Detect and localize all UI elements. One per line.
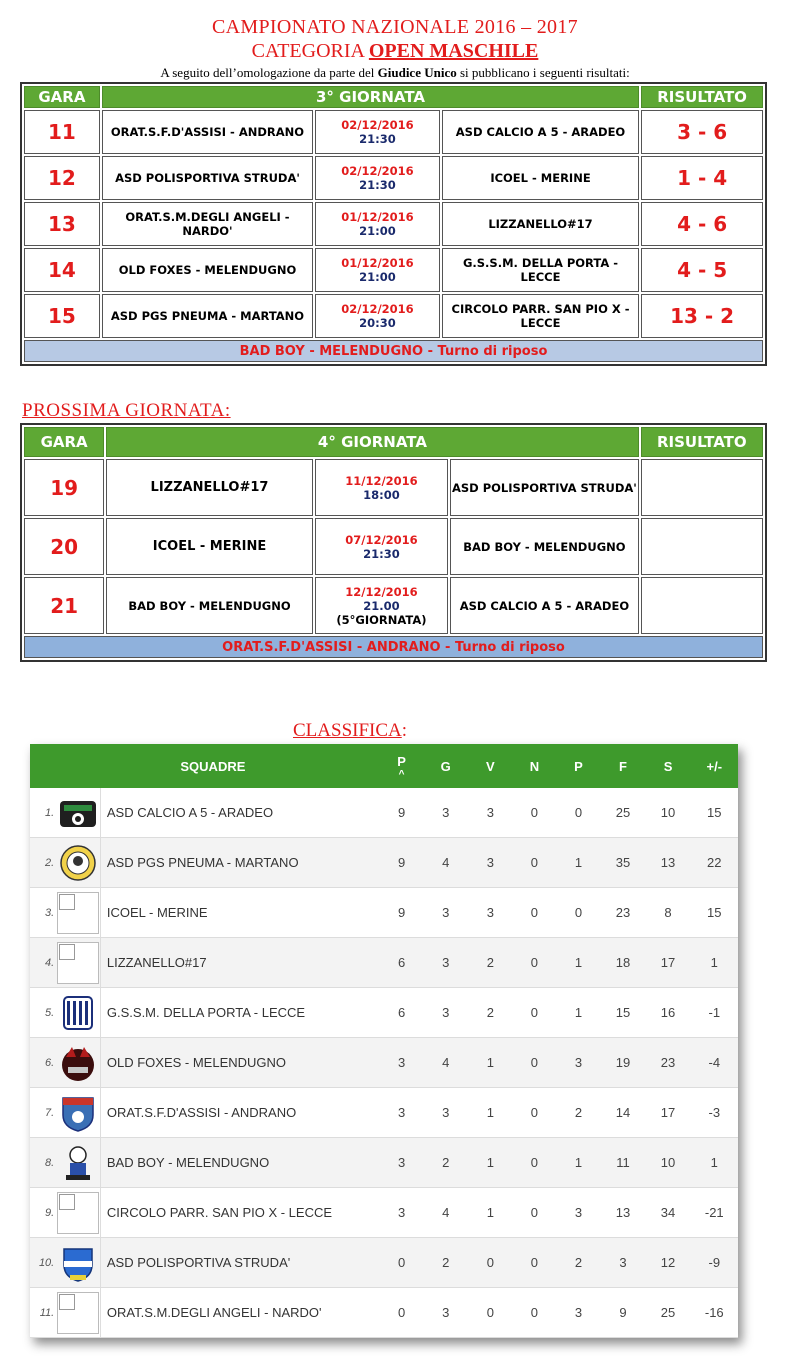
stat-points: 3 — [380, 1138, 423, 1188]
col-round: 3° GIORNATA — [102, 86, 639, 108]
stat-drawn: 0 — [512, 1088, 556, 1138]
stat-goals-for: 19 — [601, 1038, 646, 1088]
stat-won: 3 — [468, 838, 512, 888]
aradeo-logo-icon — [58, 793, 98, 833]
category-title — [0, 40, 790, 63]
rank: 3. — [30, 888, 56, 938]
match-row — [24, 294, 763, 338]
match-score: 1 - 4 — [641, 156, 763, 200]
col-pareggiate[interactable]: N — [512, 744, 556, 788]
championship-title: CAMPIONATO NAZIONALE 2016 – 2017 — [212, 16, 578, 38]
match-date: 02/12/2016 — [341, 302, 414, 316]
stat-goals-for: 23 — [601, 888, 646, 938]
stat-played: 4 — [423, 838, 468, 888]
home-team: ORAT.S.F.D'ASSISI - ANDRANO — [102, 110, 313, 154]
stat-points: 9 — [380, 888, 423, 938]
away-team: ASD CALCIO A 5 - ARADEO — [450, 577, 639, 634]
stat-goal-diff: -4 — [691, 1038, 738, 1088]
away-team: LIZZANELLO#17 — [442, 202, 639, 246]
team-name[interactable]: LIZZANELLO#17 — [100, 938, 380, 988]
standings-row — [30, 1038, 738, 1088]
match-number: 19 — [24, 459, 104, 516]
stat-goals-for: 25 — [601, 788, 646, 838]
match-row — [24, 156, 763, 200]
rest-row — [24, 636, 763, 658]
col-empty — [30, 744, 100, 788]
team-name[interactable]: G.S.S.M. DELLA PORTA - LECCE — [100, 988, 380, 1038]
match-time: 21.00 — [363, 598, 400, 613]
stat-goal-diff: 22 — [691, 838, 738, 888]
stat-lost: 3 — [556, 1288, 600, 1338]
stat-points: 9 — [380, 788, 423, 838]
stat-goal-diff: -3 — [691, 1088, 738, 1138]
stat-goals-against: 34 — [646, 1188, 691, 1238]
match-score: 3 - 6 — [641, 110, 763, 154]
stat-played: 3 — [423, 1088, 468, 1138]
stat-goals-against: 17 — [646, 938, 691, 988]
match-note: (5°GIORNATA) — [336, 612, 427, 627]
match-datetime — [315, 459, 448, 516]
match-number: 21 — [24, 577, 104, 634]
match-datetime — [315, 110, 440, 154]
rest-label: - Turno di riposo — [440, 639, 565, 655]
col-punti[interactable] — [380, 744, 423, 788]
stat-goal-diff: -16 — [691, 1288, 738, 1338]
standings-table — [30, 744, 738, 1338]
intro-text — [0, 65, 790, 81]
col-squadre[interactable]: SQUADRE — [100, 744, 380, 788]
stat-goals-against: 10 — [646, 788, 691, 838]
stat-lost: 3 — [556, 1038, 600, 1088]
team-logo-cell — [56, 888, 100, 938]
match-number: 11 — [24, 110, 100, 154]
match-row — [24, 248, 763, 292]
home-team: ASD PGS PNEUMA - MARTANO — [102, 294, 313, 338]
col-result: RISULTATO — [641, 427, 763, 457]
stat-goal-diff: -9 — [691, 1238, 738, 1288]
stat-goal-diff: -21 — [691, 1188, 738, 1238]
match-time: 20:30 — [359, 316, 396, 330]
stat-goals-for: 18 — [601, 938, 646, 988]
stat-points: 0 — [380, 1288, 423, 1338]
rest-row — [24, 340, 763, 362]
category-name: OPEN MASCHILE — [368, 40, 539, 62]
stat-won: 0 — [468, 1288, 512, 1338]
match-date: 01/12/2016 — [341, 210, 414, 224]
pneuma-logo-icon — [58, 843, 98, 883]
stat-points: 0 — [380, 1238, 423, 1288]
team-name[interactable]: BAD BOY - MELENDUGNO — [100, 1138, 380, 1188]
team-name[interactable]: ASD PGS PNEUMA - MARTANO — [100, 838, 380, 888]
standings-row — [30, 1238, 738, 1288]
stat-lost: 3 — [556, 1188, 600, 1238]
stat-drawn: 0 — [512, 1188, 556, 1238]
match-number: 14 — [24, 248, 100, 292]
stat-played: 2 — [423, 1238, 468, 1288]
away-team: ICOEL - MERINE — [442, 156, 639, 200]
stat-won: 2 — [468, 988, 512, 1038]
stat-goals-for: 13 — [601, 1188, 646, 1238]
placeholder-logo-icon — [57, 1192, 99, 1234]
stat-played: 4 — [423, 1188, 468, 1238]
stat-drawn: 0 — [512, 938, 556, 988]
away-team: CIRCOLO PARR. SAN PIO X - LECCE — [442, 294, 639, 338]
stat-goals-against: 23 — [646, 1038, 691, 1088]
stat-lost: 2 — [556, 1238, 600, 1288]
rest-team: ORAT.S.F.D'ASSISI - ANDRANO — [222, 639, 441, 655]
match-datetime — [315, 518, 448, 575]
stat-drawn: 0 — [512, 1238, 556, 1288]
rank: 1. — [30, 788, 56, 838]
stat-goals-for: 14 — [601, 1088, 646, 1138]
sort-asc-icon: ^ — [398, 768, 405, 780]
match-score — [641, 459, 763, 516]
match-time: 21:30 — [363, 546, 400, 561]
match-datetime — [315, 294, 440, 338]
home-team: BAD BOY - MELENDUGNO — [106, 577, 313, 634]
stat-goal-diff: -1 — [691, 988, 738, 1038]
match-date: 02/12/2016 — [341, 164, 414, 178]
rest-label: - Turno di riposo — [423, 343, 548, 359]
stat-lost: 0 — [556, 888, 600, 938]
team-name[interactable]: CIRCOLO PARR. SAN PIO X - LECCE — [100, 1188, 380, 1238]
stat-played: 3 — [423, 788, 468, 838]
team-logo-cell — [56, 1238, 100, 1288]
col-result: RISULTATO — [641, 86, 763, 108]
stat-goal-diff: 1 — [691, 938, 738, 988]
match-date: 11/12/2016 — [345, 473, 418, 488]
away-team: BAD BOY - MELENDUGNO — [450, 518, 639, 575]
stat-lost: 2 — [556, 1088, 600, 1138]
col-gara: GARA — [24, 86, 100, 108]
match-number: 20 — [24, 518, 104, 575]
stat-goal-diff: 15 — [691, 888, 738, 938]
struda-logo-icon — [58, 1243, 98, 1283]
stat-won: 3 — [468, 888, 512, 938]
rank: 5. — [30, 988, 56, 1038]
match-time: 21:30 — [359, 132, 396, 146]
stat-points: 3 — [380, 1188, 423, 1238]
stat-points: 6 — [380, 988, 423, 1038]
match-date: 02/12/2016 — [341, 118, 414, 132]
standings-row — [30, 938, 738, 988]
standings-title — [293, 720, 407, 742]
match-time: 18:00 — [363, 487, 400, 502]
stat-played: 4 — [423, 1038, 468, 1088]
stat-won: 0 — [468, 1238, 512, 1288]
placeholder-logo-icon — [57, 892, 99, 934]
stat-won: 2 — [468, 938, 512, 988]
team-name[interactable]: ICOEL - MERINE — [100, 888, 380, 938]
standings-title-colon: : — [401, 720, 408, 741]
stat-goals-for: 15 — [601, 988, 646, 1038]
team-name[interactable]: ORAT.S.M.DEGLI ANGELI - NARDO' — [100, 1288, 380, 1338]
rank: 7. — [30, 1088, 56, 1138]
team-logo-cell — [56, 1138, 100, 1188]
match-score — [641, 577, 763, 634]
col-round: 4° GIORNATA — [106, 427, 638, 457]
badboy-logo-icon — [58, 1143, 98, 1183]
stat-points: 9 — [380, 838, 423, 888]
rank: 9. — [30, 1188, 56, 1238]
match-date: 07/12/2016 — [345, 532, 418, 547]
stat-goals-against: 13 — [646, 838, 691, 888]
stat-lost: 1 — [556, 988, 600, 1038]
match-date: 01/12/2016 — [341, 256, 414, 270]
match-datetime — [315, 202, 440, 246]
rank: 6. — [30, 1038, 56, 1088]
team-name[interactable]: ORAT.S.F.D'ASSISI - ANDRANO — [100, 1088, 380, 1138]
home-team: LIZZANELLO#17 — [106, 459, 313, 516]
team-logo-cell — [56, 838, 100, 888]
stat-played: 3 — [423, 1288, 468, 1338]
match-score — [641, 518, 763, 575]
match-row — [24, 459, 763, 516]
stat-points: 3 — [380, 1088, 423, 1138]
team-logo-cell — [56, 1038, 100, 1088]
foxes-logo-icon — [58, 1043, 98, 1083]
stat-won: 3 — [468, 788, 512, 838]
col-fatti[interactable]: F — [601, 744, 646, 788]
rank: 8. — [30, 1138, 56, 1188]
porta-logo-icon — [58, 993, 98, 1033]
match-number: 13 — [24, 202, 100, 246]
rest-team: BAD BOY - MELENDUGNO — [239, 343, 424, 359]
standings-title-text: CLASSIFICA — [293, 720, 402, 741]
stat-goals-against: 17 — [646, 1088, 691, 1138]
team-name[interactable]: ASD POLISPORTIVA STRUDA' — [100, 1238, 380, 1288]
match-date: 12/12/2016 — [345, 584, 418, 599]
placeholder-logo-icon — [57, 942, 99, 984]
stat-drawn: 0 — [512, 1038, 556, 1088]
stat-drawn: 0 — [512, 838, 556, 888]
stat-goals-against: 25 — [646, 1288, 691, 1338]
away-team: ASD POLISPORTIVA STRUDA' — [450, 459, 639, 516]
stat-lost: 0 — [556, 788, 600, 838]
stat-drawn: 0 — [512, 788, 556, 838]
team-logo-cell — [56, 988, 100, 1038]
stat-lost: 1 — [556, 1138, 600, 1188]
team-name[interactable]: OLD FOXES - MELENDUGNO — [100, 1038, 380, 1088]
away-team: ASD CALCIO A 5 - ARADEO — [442, 110, 639, 154]
stat-goals-for: 35 — [601, 838, 646, 888]
match-score: 13 - 2 — [641, 294, 763, 338]
standings-row — [30, 788, 738, 838]
stat-goals-for: 9 — [601, 1288, 646, 1338]
stat-goals-for: 11 — [601, 1138, 646, 1188]
stat-goals-against: 10 — [646, 1138, 691, 1188]
team-logo-cell — [56, 1088, 100, 1138]
stat-points: 6 — [380, 938, 423, 988]
stat-goals-against: 8 — [646, 888, 691, 938]
team-logo-cell — [56, 1188, 100, 1238]
home-team: OLD FOXES - MELENDUGNO — [102, 248, 313, 292]
intro-suffix: si pubblicano i seguenti risultati: — [456, 65, 630, 80]
col-vinte[interactable]: V — [468, 744, 512, 788]
team-name[interactable]: ASD CALCIO A 5 - ARADEO — [100, 788, 380, 838]
stat-goals-for: 3 — [601, 1238, 646, 1288]
team-logo-cell — [56, 938, 100, 988]
home-team: ORAT.S.M.DEGLI ANGELI - NARDO' — [102, 202, 313, 246]
stat-lost: 1 — [556, 938, 600, 988]
match-number: 15 — [24, 294, 100, 338]
stat-played: 3 — [423, 988, 468, 1038]
stat-won: 1 — [468, 1088, 512, 1138]
rank: 2. — [30, 838, 56, 888]
match-row — [24, 110, 763, 154]
rank: 4. — [30, 938, 56, 988]
rank: 10. — [30, 1238, 56, 1288]
col-perse[interactable]: P — [556, 744, 600, 788]
stat-won: 1 — [468, 1038, 512, 1088]
stat-lost: 1 — [556, 838, 600, 888]
stat-goal-diff: 1 — [691, 1138, 738, 1188]
col-subiti[interactable]: S — [646, 744, 691, 788]
standings-row — [30, 1138, 738, 1188]
stat-played: 3 — [423, 888, 468, 938]
standings-row — [30, 838, 738, 888]
home-team: ICOEL - MERINE — [106, 518, 313, 575]
standings-row — [30, 888, 738, 938]
stat-played: 2 — [423, 1138, 468, 1188]
intro-strong: Giudice Unico — [377, 65, 457, 80]
standings-row — [30, 1188, 738, 1238]
stat-goals-against: 16 — [646, 988, 691, 1038]
stat-points: 3 — [380, 1038, 423, 1088]
category-prefix: CATEGORIA — [251, 40, 369, 62]
rank: 11. — [30, 1288, 56, 1338]
standings-row — [30, 1288, 738, 1338]
match-time: 21:00 — [359, 224, 396, 238]
stat-drawn: 0 — [512, 1138, 556, 1188]
match-datetime — [315, 248, 440, 292]
match-datetime — [315, 577, 448, 634]
match-time: 21:30 — [359, 178, 396, 192]
match-score: 4 - 5 — [641, 248, 763, 292]
stat-won: 1 — [468, 1188, 512, 1238]
stat-won: 1 — [468, 1138, 512, 1188]
match-number: 12 — [24, 156, 100, 200]
match-datetime — [315, 156, 440, 200]
placeholder-logo-icon — [57, 1292, 99, 1334]
round3-table — [20, 82, 767, 366]
stat-drawn: 0 — [512, 988, 556, 1038]
stat-goals-against: 12 — [646, 1238, 691, 1288]
standings-row — [30, 988, 738, 1038]
col-gara: GARA — [24, 427, 104, 457]
stat-played: 3 — [423, 938, 468, 988]
next-round-title: PROSSIMA GIORNATA: — [22, 400, 231, 421]
stat-drawn: 0 — [512, 1288, 556, 1338]
team-logo-cell — [56, 788, 100, 838]
col-punti-label: P — [397, 753, 406, 769]
away-team: G.S.S.M. DELLA PORTA - LECCE — [442, 248, 639, 292]
match-row — [24, 577, 763, 634]
intro-prefix: A seguito dell’omologazione da parte del — [160, 65, 378, 80]
standings-row — [30, 1088, 738, 1138]
col-diff[interactable]: +/- — [691, 744, 738, 788]
match-score: 4 - 6 — [641, 202, 763, 246]
stat-drawn: 0 — [512, 888, 556, 938]
home-team: ASD POLISPORTIVA STRUDA' — [102, 156, 313, 200]
stat-goal-diff: 15 — [691, 788, 738, 838]
round4-table — [20, 423, 767, 662]
andrano-logo-icon — [58, 1093, 98, 1133]
col-giocate[interactable]: G — [423, 744, 468, 788]
match-time: 21:00 — [359, 270, 396, 284]
team-logo-cell — [56, 1288, 100, 1338]
match-row — [24, 518, 763, 575]
match-row — [24, 202, 763, 246]
